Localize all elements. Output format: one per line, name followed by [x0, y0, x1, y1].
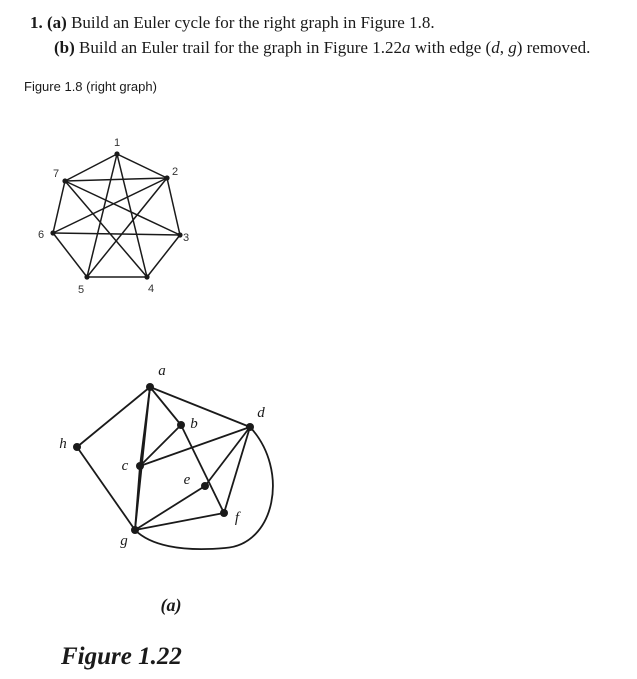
part-b-fig-suffix: a [401, 38, 411, 57]
part-b-edge-v1: d [491, 38, 500, 57]
fig18-label-6: 6 [37, 229, 45, 241]
fig18-label-5: 5 [77, 284, 85, 296]
fig122-vertex-g [131, 526, 139, 534]
fig122-label-g: g [120, 533, 128, 549]
fig18-vertex-6 [50, 230, 55, 235]
fig122-vertex-d [246, 423, 254, 431]
fig122-vertex-f [220, 509, 228, 517]
fig18-label-3: 3 [182, 232, 190, 244]
fig122-label-f: f [234, 510, 240, 526]
fig18-edge-1-2 [117, 154, 167, 178]
fig18-edge-6-7 [53, 181, 65, 233]
fig122-vertex-a [146, 383, 154, 391]
fig18-vertex-2 [164, 175, 169, 180]
fig122-label-d: d [257, 405, 265, 421]
part-b-text-middle: with edge ( [410, 38, 492, 57]
part-a-text: Build an Euler cycle for the right graph in Figure 1.8. [71, 13, 435, 32]
figure-1-8-caption: Figure 1.8 (right graph) [24, 79, 157, 94]
fig122-edge-a-h [77, 387, 150, 447]
figure-1-22-caption: Figure 1.22 [61, 643, 182, 670]
fig122-vertex-h [73, 443, 81, 451]
fig18-label-7: 7 [52, 168, 60, 180]
fig122-label-e: e [183, 472, 191, 488]
fig18-label-4: 4 [147, 283, 155, 295]
part-b-edge-v2: g [508, 38, 517, 57]
fig122-edge-c-d [140, 427, 250, 466]
fig18-vertex-3 [177, 232, 182, 237]
fig18-edge-5-6 [53, 233, 87, 277]
part-a-label: (a) [47, 13, 67, 32]
fig122-label-a: a [158, 363, 166, 379]
fig122-vertex-b [177, 421, 185, 429]
fig18-label-1: 1 [113, 137, 121, 149]
fig18-edge-2-3 [167, 178, 180, 235]
fig122-label-b: b [190, 416, 198, 432]
problem-number: 1. [30, 13, 43, 32]
part-b-text-before: Build an Euler trail for the graph in Figure 1.22 [79, 38, 402, 57]
part-b-text-after: ) removed. [516, 38, 591, 57]
fig18-edge-7-2 [65, 178, 167, 181]
fig122-subcaption: (a) [160, 595, 182, 615]
fig18-edge-7-3 [65, 181, 180, 235]
fig122-vertex-e [201, 482, 209, 490]
part-b-label: (b) [54, 38, 75, 57]
fig122-edge-a-d [150, 387, 250, 427]
fig18-vertex-5 [84, 274, 89, 279]
fig18-vertex-4 [144, 274, 149, 279]
fig122-vertex-c [136, 462, 144, 470]
fig18-edge-7-1 [65, 154, 117, 181]
fig18-edge-6-3 [53, 233, 180, 235]
part-b-edge-sep: , [499, 38, 509, 57]
fig18-vertex-7 [62, 178, 67, 183]
fig18-vertex-1 [114, 151, 119, 156]
fig122-edge-d-f [224, 427, 250, 513]
fig122-label-h: h [59, 436, 67, 452]
fig18-edge-3-4 [147, 235, 180, 277]
fig122-label-c: c [121, 458, 129, 474]
fig18-label-2: 2 [171, 166, 179, 178]
